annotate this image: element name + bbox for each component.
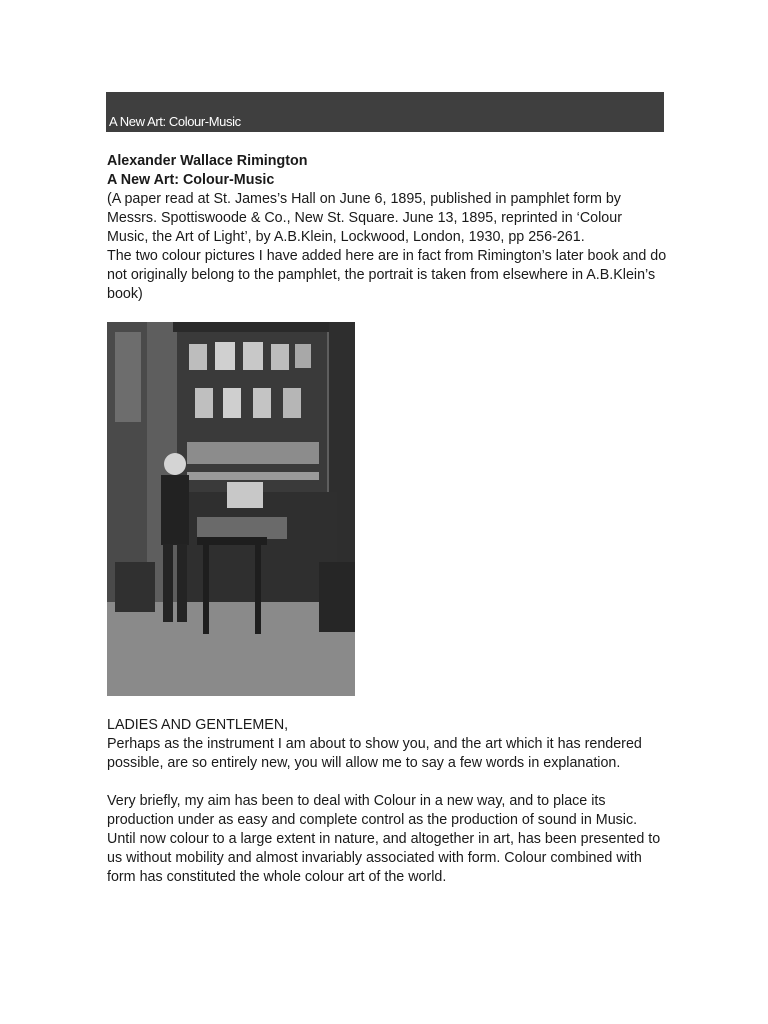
paragraph-2: Very briefly, my aim has been to deal with Colour in a new way, and to place its production under as easy and complete control as the production of sound in Music. — [107, 793, 638, 828]
rimington-portrait-photo — [107, 322, 355, 696]
article-header — [107, 152, 667, 304]
document-title-bar — [106, 92, 664, 132]
source-note: (A paper read at St. James’s Hall on June 6, 1895, published in pamphlet form by Messrs. Spottiswoode & Co., New St. Square. June 13, 1895, reprinted in ‘Colour Music, the Art of Light’, by A.B.Klein, Lockwood, London, 1930, pp 256-261. — [107, 191, 622, 245]
article-body — [107, 716, 667, 887]
document-title: A New Art: Colour-Music — [109, 114, 241, 129]
author-name: Alexander Wallace Rimington — [107, 153, 308, 169]
salutation: LADIES AND GENTLEMEN, — [107, 717, 289, 733]
paragraph-3: Until now colour to a large extent in nature, and altogether in art, has been presented to us without mobility and almost invariably associated with form. Colour combined with form has constituted the whole colour art of the world. — [107, 831, 661, 885]
editor-note: The two colour pictures I have added here are in fact from Rimington’s later book and do not originally belong to the pamphlet, the portrait is taken from elsewhere in A.B.Klein’s book) — [107, 248, 667, 302]
article-title: A New Art: Colour-Music — [107, 172, 275, 188]
paragraph-1: Perhaps as the instrument I am about to show you, and the art which it has rendered possible, are so entirely new, you will allow me to say a few words in explanation. — [107, 736, 642, 771]
